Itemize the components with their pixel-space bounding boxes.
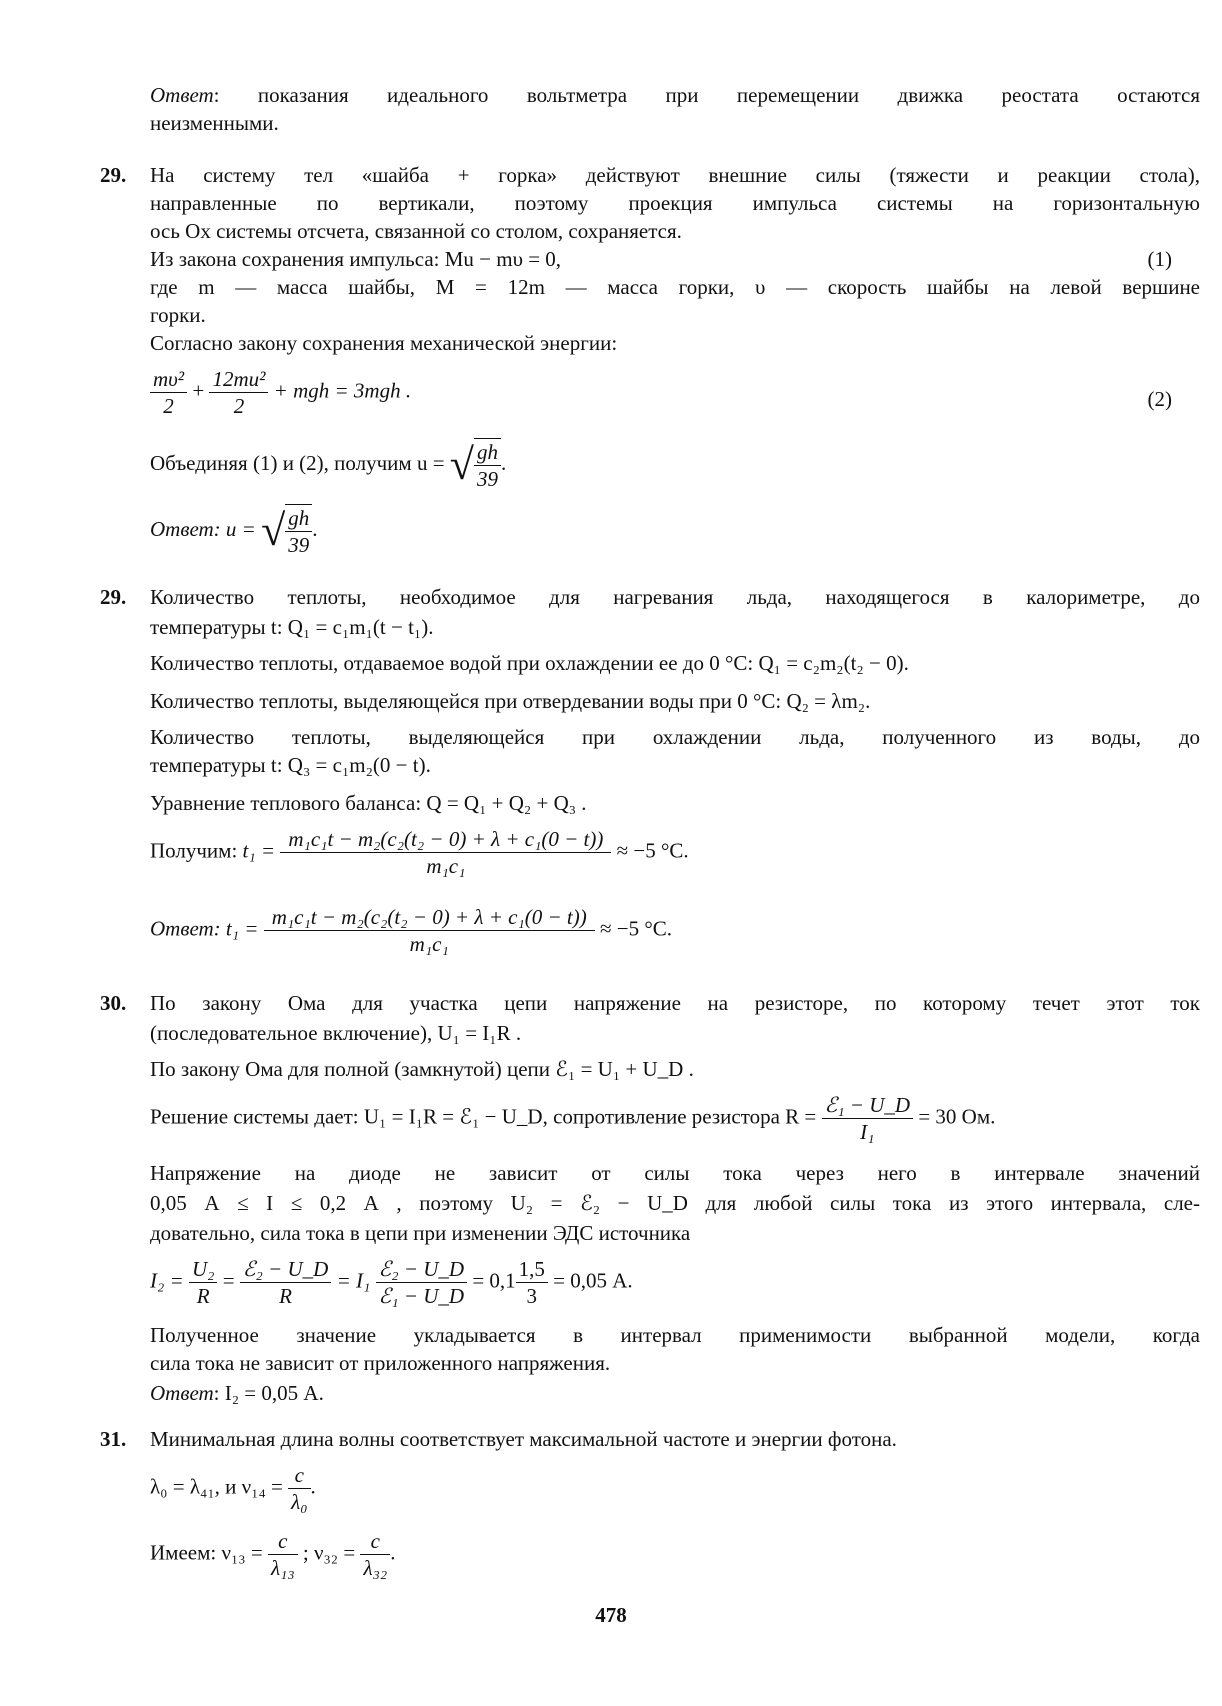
sqrt-expression: √ $\frac{gh}{39}$ (261, 504, 312, 558)
problem-number: 31. (100, 1427, 127, 1451)
text-line: Полученное значение укладывается в интервал применимости выбранной модели, когда (150, 1323, 1200, 1347)
page-number: 478 (595, 1603, 627, 1627)
text-line: Уравнение теплового баланса: Q = Q₁ + Q₂ + Q₃ . (150, 791, 587, 815)
result-formula: Получим: t₁ = $\frac{\text{m₁c₁t − m₂(c₂(t₂ − 0) + λ + c₁(0 − t))}}{\text{m₁c₁}}$ ≈ −5 °C. (150, 827, 689, 878)
text-line: направленные по вертикали, поэтому проекция импульса системы на горизонтальную (150, 191, 1200, 215)
answer-label: Ответ (150, 83, 214, 107)
text-line: ось Ox системы отсчета, связанной со столом, сохраняется. (150, 219, 682, 243)
text-line: Количество теплоты, отдаваемое водой при охлаждении ее до 0 °C: Q₁ = c₂m₂(t₂ − 0). (150, 651, 909, 675)
current-formula: I₂ = $\frac{\text{U₂}}{R}$ = $\frac{\text{ℰ₂ − U\_D}}{R}$ = I₁ $\frac{\text{ℰ₂ − U\_D}}{\text{ℰ₁ − U\_D}}$ = 0,1 $\frac{1,5}{3}$ = 0,05 А. (150, 1257, 633, 1308)
text-line: Количество теплоты, выделяющейся при охлаждении льда, полученного из воды, до (150, 725, 1200, 749)
text-line: температуры t: Q₁ = c₁m₁(t − t₁). (150, 615, 434, 639)
answer-line: Ответ: u = √ $\frac{gh}{39}$ . (150, 506, 318, 557)
text-line: довательно, сила тока в цепи при изменении ЭДС источника (150, 1221, 691, 1245)
fraction: $\frac{\text{m₁c₁t − m₂(c₂(t₂ − 0) + λ + c₁(0 − t))}}{\text{m₁c₁}}$ (264, 904, 595, 957)
text-line: На систему тел «шайба + горка» действуют внешние силы (тяжести и реакции стола), (150, 163, 1200, 187)
text-line: 0,05 А ≤ I ≤ 0,2 А , поэтому U₂ = ℰ₂ − U_D для любой силы тока из этого интервала, сле- (150, 1191, 1200, 1215)
energy-equation: $\frac{\text{mυ²}}{2}$ + $\frac{\text{12mu²}}{2}$ + mgh = 3mgh . (150, 366, 411, 419)
text-line: Согласно закону сохранения механической энергии: (150, 331, 618, 355)
text-line: горки. (150, 303, 206, 327)
resistance-line: Решение системы дает: U₁ = I₁R = ℰ₁ − U_D, сопротивление резистора R = $\frac{\text{ℰ₁ − U\_D}}{\text{I₁}}$ = 30 Ом. (150, 1093, 996, 1144)
text-line: Минимальная длина волны соответствует максимальной частоте и энергии фотона. (150, 1427, 897, 1451)
text-line: Напряжение на диоде не зависит от силы тока через него в интервале значений (150, 1161, 1200, 1185)
text-line: Из закона сохранения импульса: Mu − mυ = 0, (150, 247, 562, 271)
combine-line: Объединяя (1) и (2), получим u = √ $\frac{gh}{39}$ . (150, 440, 507, 491)
text-line: где m — масса шайбы, M = 12m — масса горки, υ — скорость шайбы на левой вершине (150, 275, 1200, 299)
text-line: Количество теплоты, необходимое для нагревания льда, находящегося в калориметре, до (150, 585, 1200, 609)
answer-line: Ответ: I₂ = 0,05 А. (150, 1381, 324, 1405)
text-line: По закону Ома для участка цепи напряжение на резисторе, по которому течет этот ток (150, 991, 1200, 1015)
fraction: $\frac{\text{ℰ₁ − U\_D}}{\text{I₁}}$ (822, 1092, 914, 1145)
fraction: $\frac{\text{mυ²}}{2}$ (150, 366, 187, 419)
answer-line: Ответ: t₁ = $\frac{\text{m₁c₁t − m₂(c₂(t₂ − 0) + λ + c₁(0 − t))}}{\text{m₁c₁}}$ ≈ −5 °C. (150, 905, 673, 956)
text-line: (последовательное включение), U₁ = I₁R . (150, 1021, 522, 1045)
answer-text: : показания идеального вольтметра при перемещении движка реостата остаются (213, 83, 1200, 107)
text-line: По закону Ома для полной (замкнутой) цепи ℰ₁ = U₁ + U_D . (150, 1057, 694, 1081)
answer-line-2: неизменными. (150, 111, 279, 135)
text-line: Количество теплоты, выделяющейся при отвердевании воды при 0 °C: Q₂ = λm₂. (150, 689, 871, 713)
frequency-line: λ₀ = λ₄₁, и ν₁₄ = $\frac{c}{\text{λ₀}}$ . (150, 1463, 316, 1514)
text-line: сила тока не зависит от приложенного напряжения. (150, 1351, 611, 1375)
equation-number: (2) (1147, 387, 1172, 411)
equation-number: (1) (1147, 247, 1172, 271)
answer-line-1 (150, 80, 1200, 110)
sqrt-expression: √ $\frac{gh}{39}$ (450, 438, 501, 492)
have-line: Имеем: ν₁₃ = $\frac{c}{\text{λ₁₃}}$ ; ν₃₂ = $\frac{c}{\text{λ₃₂}}$ . (150, 1529, 396, 1580)
fraction: $\frac{\text{m₁c₁t − m₂(c₂(t₂ − 0) + λ + c₁(0 − t))}}{\text{m₁c₁}}$ (280, 826, 611, 879)
problem-number: 29. (100, 585, 127, 609)
text-line: температуры t: Q₃ = c₁m₂(0 − t). (150, 753, 431, 777)
problem-number: 29. (100, 163, 127, 187)
fraction: $\frac{\text{12mu²}}{2}$ (209, 366, 268, 419)
problem-number: 30. (100, 991, 127, 1015)
